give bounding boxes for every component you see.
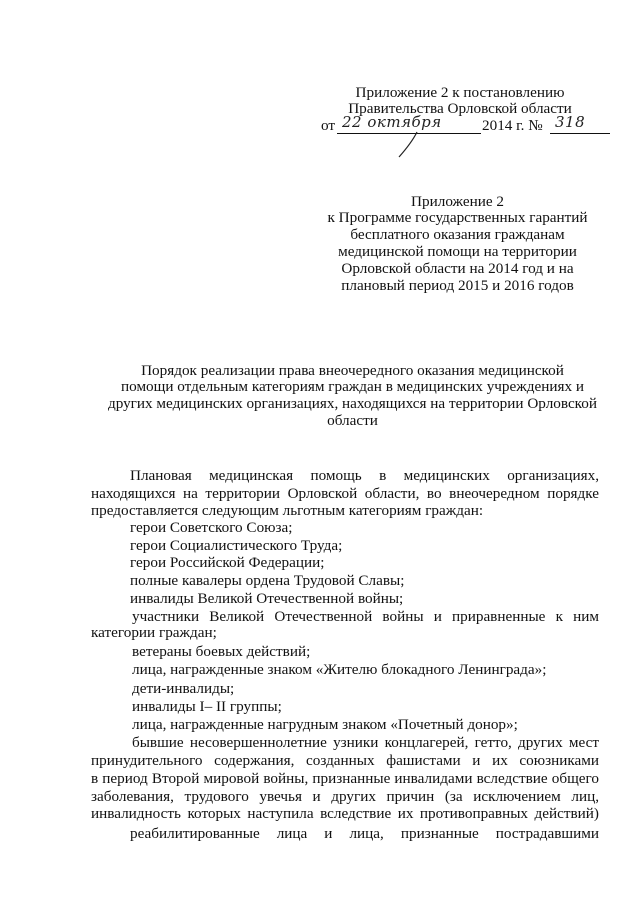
signature-stroke	[395, 130, 425, 160]
title-line: области	[327, 412, 378, 429]
list-item: лица, награжденные знаком «Жителю блокадного Ленинграда»;	[132, 661, 547, 678]
list-item: лица, награжденные нагрудным знаком «Почетный донор»;	[132, 716, 518, 733]
appendix-line: медицинской помощи на территории	[338, 243, 577, 260]
list-item: инвалиды I– II группы;	[132, 698, 282, 715]
title-line: помощи отдельным категориям граждан в медицинских учреждениях и	[121, 378, 584, 395]
body-line: Плановая медицинская помощь в медицинских организациях,	[130, 467, 599, 484]
list-item: герои Социалистического Труда;	[130, 537, 343, 554]
body-line: реабилитированные лица и лица, признанные пострадавшими	[130, 825, 599, 842]
body-line: предоставляется следующим льготным категориям граждан:	[91, 502, 484, 519]
body-line: инвалидность которых наступила вследствие их противоправных действий)	[91, 805, 599, 822]
appendix-line: бесплатного оказания гражданам	[350, 226, 565, 243]
approval-from-label: от	[321, 117, 336, 134]
handwritten-date: 22 октября	[342, 113, 442, 131]
body-line: бывшие несовершеннолетние узники концлагерей, гетто, других мест	[132, 734, 599, 751]
approval-line-1: Приложение 2 к постановлению	[355, 84, 565, 101]
list-item: ветераны боевых действий;	[132, 643, 311, 660]
list-item: дети-инвалиды;	[132, 680, 235, 697]
title-line: других медицинских организациях, находящихся на территории Орловской	[107, 395, 598, 412]
approval-line-2: Правительства Орловской области	[348, 100, 572, 117]
title-line: Порядок реализации права внеочередного оказания медицинской	[141, 362, 564, 379]
body-line: в период Второй мировой войны, признанные инвалидами вследствие общего	[91, 770, 599, 787]
appendix-line: Приложение 2	[411, 193, 504, 210]
body-line: принудительного содержания, созданных фашистами и их союзниками	[91, 752, 599, 769]
body-line: участники Великой Отечественной войны и приравненные к ним	[132, 608, 599, 625]
appendix-line: к Программе государственных гарантий	[327, 209, 588, 226]
list-item: инвалиды Великой Отечественной войны;	[130, 590, 404, 607]
list-item: полные кавалеры ордена Трудовой Славы;	[130, 572, 405, 589]
number-underline	[550, 133, 610, 134]
handwritten-number: 318	[555, 113, 586, 131]
body-line: категории граждан;	[91, 624, 217, 641]
body-line: заболевания, трудового увечья и других причин (за исключением лиц,	[91, 788, 599, 805]
list-item: герои Российской Федерации;	[130, 554, 325, 571]
approval-year-number: 2014 г. №	[482, 117, 543, 134]
appendix-line: Орловской области на 2014 год и на	[341, 260, 574, 277]
body-line: находящихся на территории Орловской области, во внеочередном порядке	[91, 485, 599, 502]
appendix-line: плановый период 2015 и 2016 годов	[341, 277, 574, 294]
list-item: герои Советского Союза;	[130, 519, 293, 536]
